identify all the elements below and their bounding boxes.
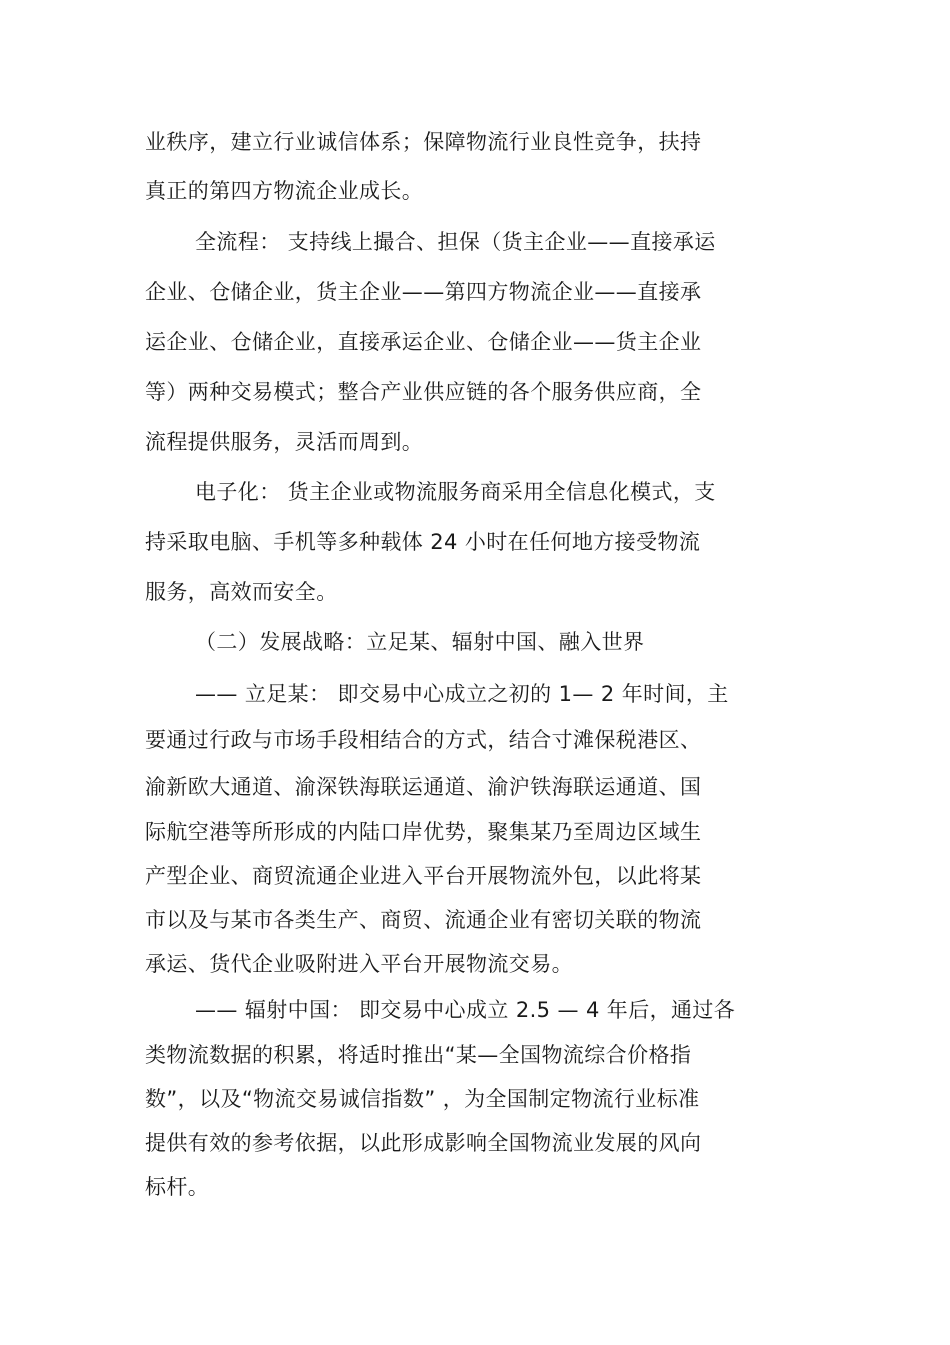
body-text-line: 产型企业、商贸流通企业进入平台开展物流外包，以此将某	[145, 864, 702, 888]
body-text-line: 承运、货代企业吸附进入平台开展物流交易。	[145, 952, 573, 976]
body-text-line: 要通过行政与市场手段相结合的方式，结合寸滩保税港区、	[145, 728, 702, 752]
body-text-line: 企业、仓储企业，货主企业——第四方物流企业——直接承	[145, 280, 702, 304]
body-text-line: 真正的第四方物流企业成长。	[145, 179, 424, 203]
body-text-line: 市以及与某市各类生产、商贸、流通企业有密切关联的物流	[145, 908, 702, 932]
section-heading: （二）发展战略：立足某、辐射中国、融入世界	[195, 630, 645, 654]
body-text-line: 数”，以及“物流交易诚信指数” ，为全国制定物流行业标准	[145, 1087, 700, 1111]
body-text-line: 运企业、仓储企业，直接承运企业、仓储企业——货主企业	[145, 330, 702, 354]
body-text-line: 持采取电脑、手机等多种载体 24 小时在任何地方接受物流	[145, 530, 701, 554]
body-text-line: 提供有效的参考依据，以此形成影响全国物流业发展的风向	[145, 1131, 702, 1155]
paragraph-first-line: 电子化： 货主企业或物流服务商采用全信息化模式，支	[195, 480, 716, 504]
body-text-line: 标杆。	[145, 1175, 210, 1199]
body-text-line: 流程提供服务，灵活而周到。	[145, 430, 424, 454]
paragraph-first-line: 全流程： 支持线上撮合、担保（货主企业——直接承运	[195, 230, 716, 254]
paragraph-first-line: —— 立足某： 即交易中心成立之初的 1— 2 年时间，主	[195, 682, 729, 706]
body-text-line: 等）两种交易模式；整合产业供应链的各个服务供应商，全	[145, 380, 702, 404]
body-text-line: 业秩序，建立行业诚信体系；保障物流行业良性竞争，扶持	[145, 130, 702, 154]
body-text-line: 际航空港等所形成的内陆口岸优势，聚集某乃至周边区域生	[145, 820, 702, 844]
paragraph-first-line: —— 辐射中国： 即交易中心成立 2.5 — 4 年后，通过各	[195, 998, 736, 1022]
body-text-line: 类物流数据的积累，将适时推出“某—全国物流综合价格指	[145, 1043, 692, 1067]
body-text-line: 服务，高效而安全。	[145, 580, 338, 604]
body-text-line: 渝新欧大通道、渝深铁海联运通道、渝沪铁海联运通道、国	[145, 775, 702, 799]
